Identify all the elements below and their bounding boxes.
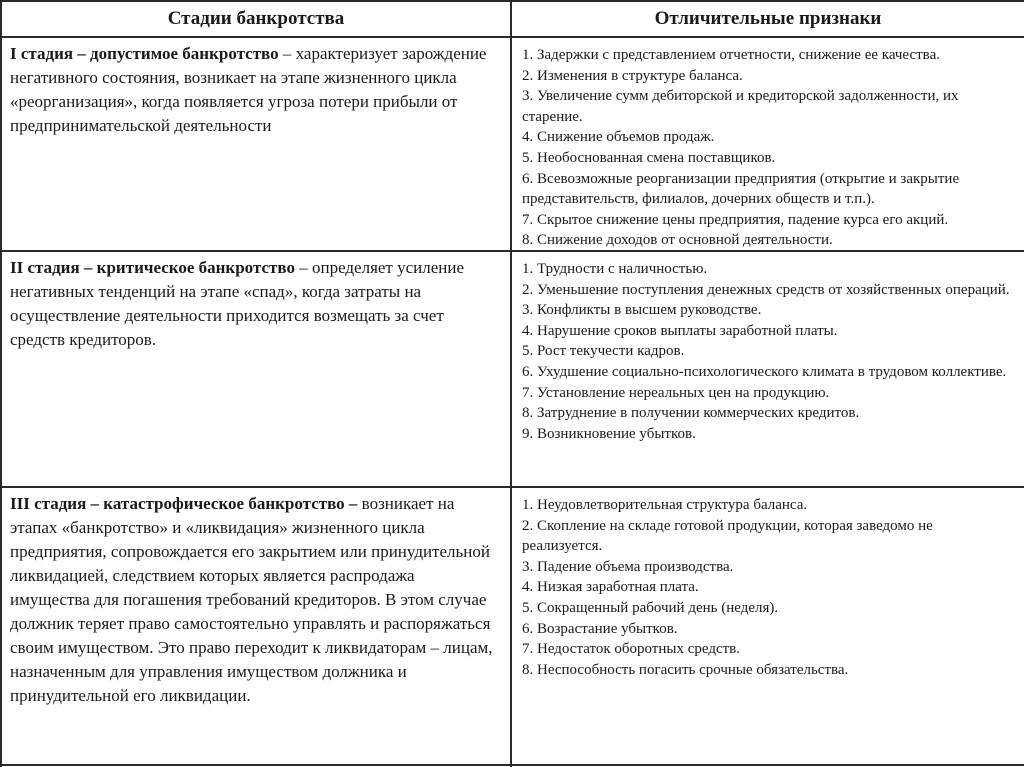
sign-item: 9. Возникновение убытков. bbox=[522, 425, 696, 442]
sign-item: 3. Увеличение сумм дебиторской и кредиторской задолженности, их старение. bbox=[522, 88, 959, 125]
sign-item: 3. Конфликты в высшем руководстве. bbox=[522, 302, 762, 319]
sign-item: 1. Задержки с представлением отчетности, снижение ее качества. bbox=[522, 47, 940, 63]
sign-item: 2. Уменьшение поступления денежных средств от хозяйственных операций. bbox=[522, 281, 1010, 298]
table-border-left bbox=[0, 0, 2, 767]
sign-item: 6. Ухудшение социально-психологического климата в трудовом коллективе. bbox=[522, 363, 1007, 380]
sign-item: 1. Неудовлетворительная структура баланса. bbox=[522, 497, 808, 513]
sign-item: 6. Всевозможные реорганизации предприятия (открытие и закрытие представительств, филиалов, дочерних обществ и т.п.). bbox=[522, 170, 960, 208]
sign-item: 2. Изменения в структуре баланса. bbox=[522, 67, 743, 84]
sign-item: 7. Скрытое снижение цены предприятия, падение курса его акций. bbox=[522, 211, 949, 228]
sign-item: 8. Снижение доходов от основной деятельности. bbox=[522, 232, 833, 249]
table-border-bottom bbox=[0, 764, 1024, 766]
sign-item: 2. Скопление на складе готовой продукции, которая заведомо не реализуется. bbox=[522, 517, 933, 555]
stage-2-text: – определяет усиление негативных тенденций на этапе «спад», когда затраты на осуществление деятельности приходится возмещать за счет средств кредиторов. bbox=[10, 258, 465, 349]
column-divider bbox=[510, 0, 512, 767]
stage-1-title: I стадия – допустимое банкротство bbox=[10, 44, 279, 63]
header-signs: Отличительные признаки bbox=[654, 8, 882, 29]
sign-item: 1. Трудности с наличностью. bbox=[522, 261, 708, 277]
stage-1-signs-list bbox=[512, 38, 1024, 251]
sign-item: 5. Сокращенный рабочий день (неделя). bbox=[522, 599, 779, 616]
sign-item: 8. Затруднение в получении коммерческих кредитов. bbox=[522, 405, 860, 422]
stage-3-title: III стадия – катастрофическое банкротство – bbox=[10, 494, 358, 513]
sign-item: 5. Необоснованная смена поставщиков. bbox=[522, 149, 776, 166]
sign-item: 6. Возрастание убытков. bbox=[522, 620, 678, 637]
stage-2-description bbox=[2, 252, 510, 352]
sign-item: 5. Рост текучести кадров. bbox=[522, 343, 685, 360]
sign-item: 4. Нарушение сроков выплаты заработной платы. bbox=[522, 322, 838, 339]
stage-2-title: II стадия – критическое банкротство bbox=[10, 258, 295, 277]
header-stages: Стадии банкротства bbox=[167, 8, 345, 29]
stage-1-description bbox=[2, 38, 510, 138]
sign-item: 4. Низкая заработная плата. bbox=[522, 579, 699, 596]
table-border-top bbox=[0, 0, 1024, 2]
stage-2-signs-list bbox=[512, 252, 1024, 444]
stage-3-description bbox=[2, 488, 510, 708]
sign-item: 8. Неспособность погасить срочные обязательства. bbox=[522, 661, 849, 678]
sign-item: 3. Падение объема производства. bbox=[522, 558, 734, 575]
row-divider bbox=[0, 486, 1024, 488]
stage-3-signs-list bbox=[512, 488, 1024, 680]
sign-item: 7. Недостаток оборотных средств. bbox=[522, 641, 740, 658]
header-divider bbox=[0, 36, 1024, 38]
stage-1-text: – характеризует зарождение негативного состояния, возникает на этапе жизненного цикла «реорганизация», когда появляется угроза потери прибыли от предпринимательской деятельности bbox=[10, 44, 487, 135]
stage-3-text: возникает на этапах «банкротство» и «ликвидация» жизненного цикла предприятия, сопровождается его закрытием или принудительной ликвидацией, следствием которых является распродажа имущества для погашения требований кредиторов. В этом случае должник теряет право самостоятельно управлять и распоряжаться своим имуществом. Это право переходит к ликвидаторам – лицам, назначенным для управления имуществом должника и принудительной его ликвидации. bbox=[10, 494, 493, 705]
sign-item: 7. Установление нереальных цен на продукцию. bbox=[522, 384, 830, 401]
sign-item: 4. Снижение объемов продаж. bbox=[522, 129, 715, 146]
row-divider bbox=[0, 250, 1024, 252]
